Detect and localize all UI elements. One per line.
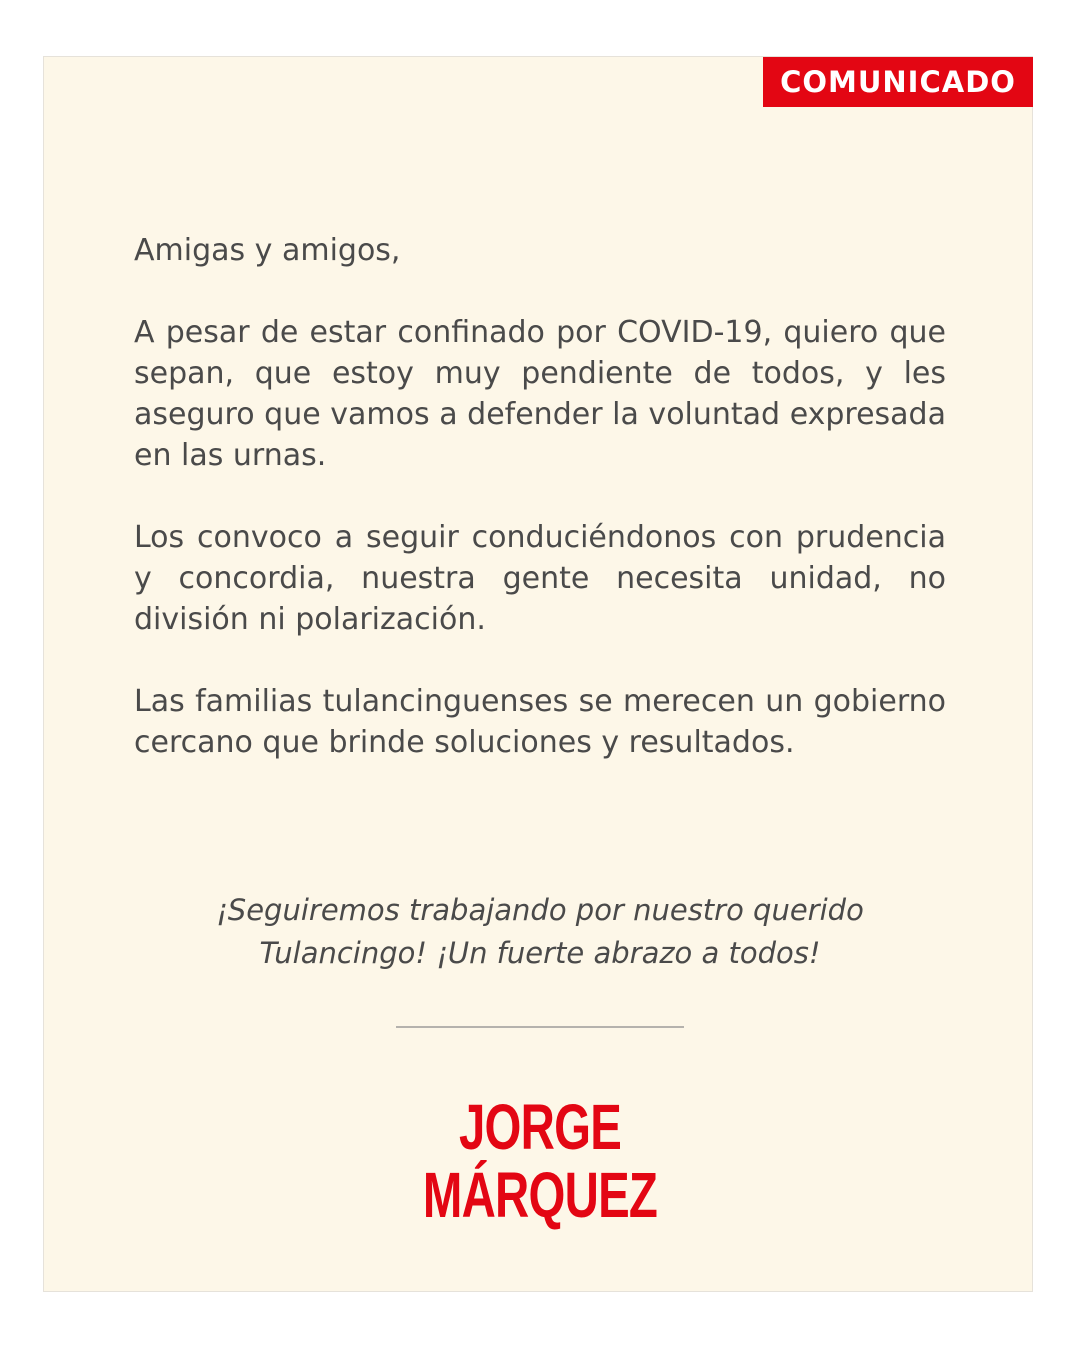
paragraph-3: Las familias tulancinguenses se merecen un gobierno cercano que brinde soluciones y resultados.: [134, 684, 946, 760]
badge-label: COMUNICADO: [780, 65, 1016, 99]
letter-body: [134, 230, 946, 804]
divider: [396, 1026, 684, 1028]
closing-message: [134, 889, 946, 975]
signature-logo: [340, 1093, 740, 1229]
paragraph-2: Los convoco a seguir conduciéndonos con prudencia y concordia, nuestra gente necesita unidad, no división ni polarización.: [134, 520, 946, 637]
signature-last-name: MÁRQUEZ: [422, 1159, 658, 1231]
signature-first-name: JORGE: [458, 1091, 622, 1163]
greeting: Amigas y amigos,: [134, 233, 401, 268]
closing-line-2: Tulancingo! ¡Un fuerte abrazo a todos!: [259, 936, 821, 970]
comunicado-badge: [763, 57, 1033, 107]
paragraph-1: A pesar de estar confinado por COVID-19, quiero que sepan, que estoy muy pendiente de todos, y les aseguro que vamos a defender la voluntad expresada en las urnas.: [134, 315, 946, 473]
closing-line-1: ¡Seguiremos trabajando por nuestro querido: [216, 893, 864, 927]
